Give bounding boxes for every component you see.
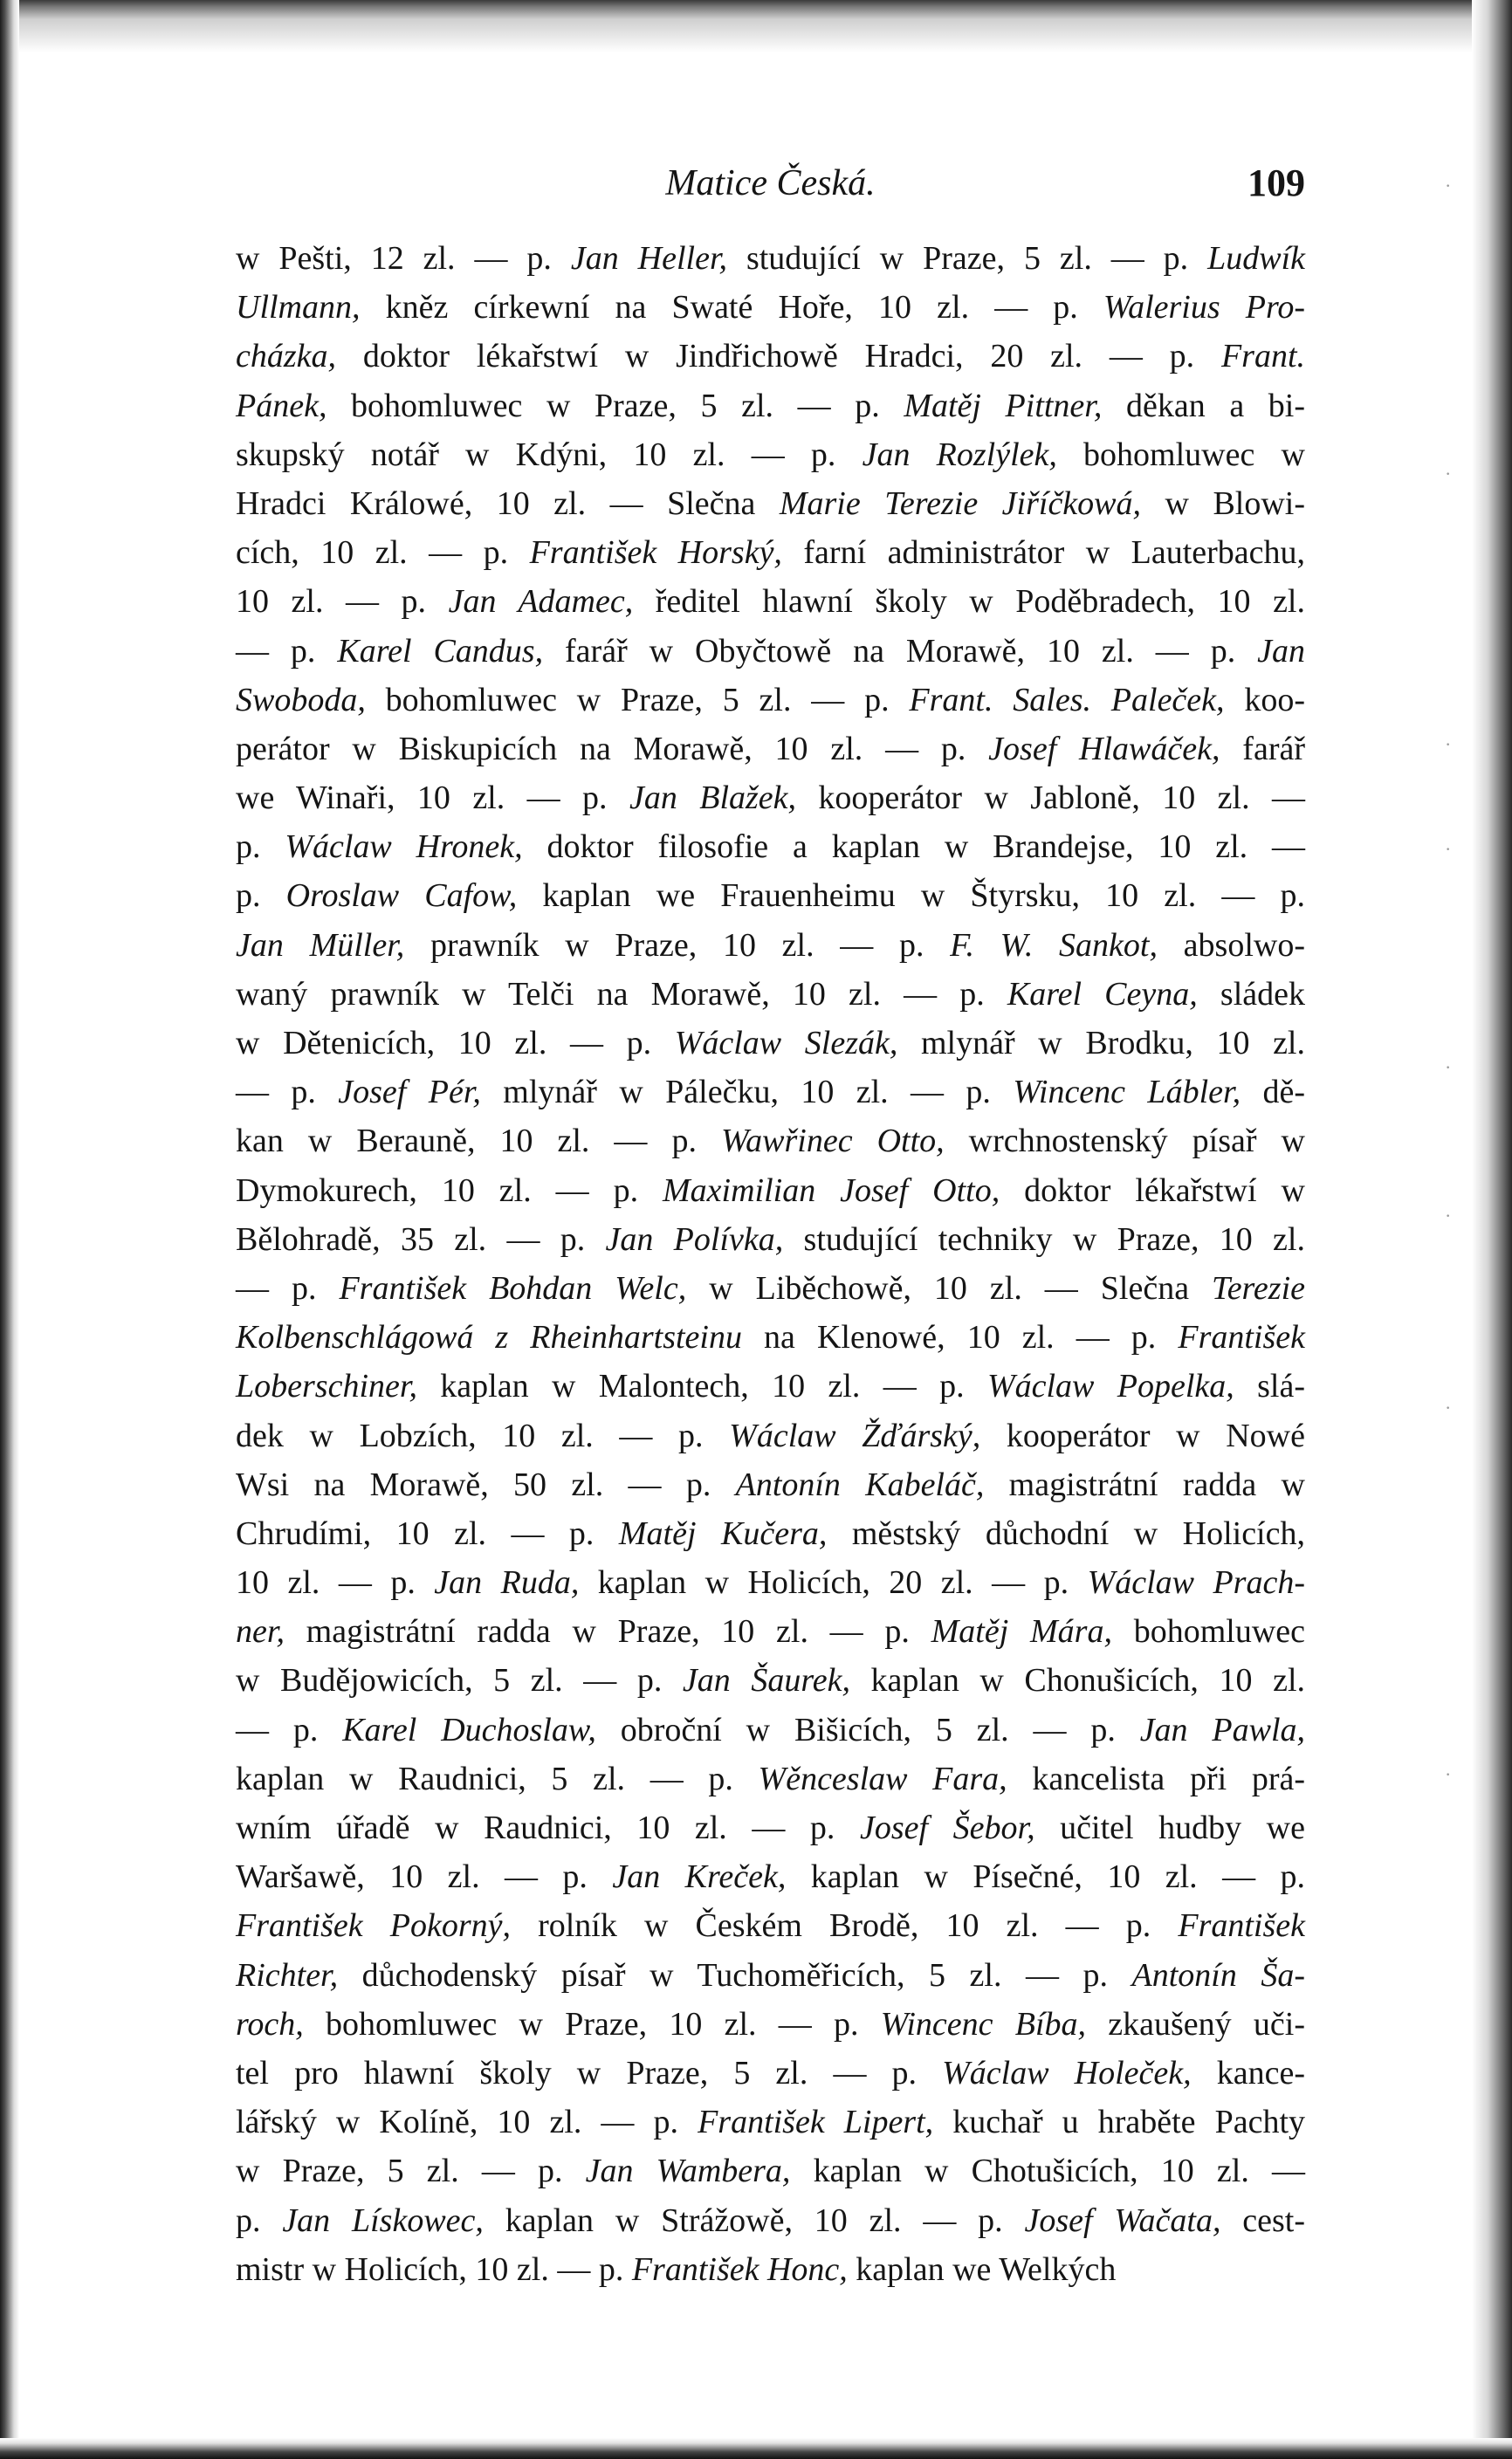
text-line	[236, 1558, 1305, 1607]
text-line	[236, 627, 1305, 676]
person-name: Wincenc Bíba,	[880, 2005, 1087, 2043]
person-name: Jan Šaurek,	[682, 1662, 850, 1700]
text-line	[236, 2245, 1305, 2294]
person-name: roch,	[236, 2005, 304, 2043]
text-run: skupský notář w Kdýni, 10 zl. — p.	[236, 436, 863, 473]
text-run: Dymokurech, 10 zl. — p.	[236, 1171, 663, 1209]
text-run: kaplan w Písečné, 10 zl. — p.	[786, 1858, 1306, 1896]
text-run: kaplan w Chonušicích, 10 zl.	[849, 1662, 1305, 1700]
text-line	[236, 1460, 1305, 1509]
person-name: Antonín Ša-	[1131, 1956, 1306, 1994]
text-run: Hradci Králowé, 10 zl. — Slečna	[236, 484, 780, 522]
text-run: 10 zl. — p.	[236, 583, 449, 621]
person-name: Karel Duchoslaw,	[342, 1711, 596, 1748]
person-name: Matěj Mára,	[931, 1613, 1112, 1651]
text-run: we Winaři, 10 zl. — p.	[236, 780, 629, 817]
person-name: Jan Müller,	[236, 926, 405, 964]
running-title: Matice Česká.	[665, 163, 876, 203]
text-run: farář	[1220, 730, 1305, 767]
person-name: cházka,	[236, 338, 337, 375]
text-run: ředitel hlawní školy w Poděbradech, 10 zl.	[633, 583, 1305, 621]
text-line	[236, 332, 1305, 381]
text-run: absolwo-	[1157, 926, 1305, 964]
text-run: kaplan w Chotušicích, 10 zl. —	[790, 2153, 1305, 2190]
text-line	[236, 2146, 1305, 2195]
text-line	[236, 970, 1305, 1019]
person-name: Karel Ceyna,	[1007, 975, 1198, 1013]
text-run: doktor filosofie a kaplan w Brandejse, 10 zl. —	[522, 828, 1305, 866]
person-name: Wáclaw Žďárský,	[729, 1417, 981, 1454]
text-run: cest-	[1220, 2201, 1305, 2239]
person-name: Wáclaw Popelka,	[986, 1368, 1234, 1405]
person-name: Pánek,	[236, 387, 327, 424]
person-name: Wawřinec Otto,	[720, 1123, 945, 1160]
text-line	[236, 1116, 1305, 1165]
text-run: dek w Lobzích, 10 zl. — p.	[236, 1417, 730, 1454]
text-line	[236, 430, 1305, 479]
person-name: František	[1178, 1907, 1305, 1945]
scan-edge-bottom	[0, 2438, 1512, 2459]
text-run: magistrátní radda w Praze, 10 zl. — p.	[284, 1613, 931, 1651]
text-line	[236, 283, 1305, 332]
person-name: Marie Terezie Jiříčkowá,	[779, 484, 1142, 522]
text-run: kooperátor w Nowé	[980, 1417, 1305, 1454]
text-line	[236, 1755, 1305, 1803]
text-line	[236, 1607, 1305, 1656]
text-run: kuchař u hraběte Pachty	[933, 2104, 1306, 2141]
person-name: Frant.	[1220, 338, 1305, 375]
person-name: Jan Lískowec,	[282, 2201, 484, 2239]
text-line	[236, 2098, 1305, 2146]
text-run: mlynář w Brodku, 10 zl.	[897, 1025, 1305, 1061]
person-name: Jan Ruda,	[434, 1564, 580, 1602]
person-name: František Honc,	[631, 2250, 848, 2288]
person-name: František Bohdan Welc,	[339, 1269, 687, 1307]
person-name: Ludwík	[1207, 240, 1306, 277]
person-name: Wáclaw Holeček,	[942, 2054, 1192, 2092]
person-name: Josef Pér,	[338, 1074, 481, 1111]
scan-edge-right	[1472, 0, 1512, 2459]
text-run: 10 zl. — p.	[236, 1564, 435, 1602]
text-run: bohomluwec	[1111, 1613, 1305, 1651]
text-run: kancelista při prá-	[1007, 1760, 1305, 1797]
person-name: Frant. Sales. Paleček,	[909, 681, 1225, 718]
text-run: magistrátní radda w	[984, 1466, 1305, 1503]
text-run: na Klenowé, 10 zl. — p.	[741, 1319, 1179, 1357]
page-number: 109	[1247, 161, 1305, 204]
person-name: Matěj Kučera,	[618, 1515, 828, 1552]
text-run: doktor lékařstwí w	[1000, 1171, 1305, 1209]
person-name: Wincenc Lábler,	[1013, 1074, 1241, 1111]
person-name: Walerius Pro-	[1103, 289, 1306, 326]
text-line	[236, 479, 1305, 528]
person-name: Richter,	[236, 1956, 339, 1994]
person-name: Jan Pawla,	[1139, 1711, 1306, 1748]
text-run: kooperátor w Jabloně, 10 zl. —	[796, 780, 1306, 817]
scan-edge-top	[0, 0, 1512, 52]
text-run: wrchnostenský písař w	[944, 1123, 1305, 1160]
person-name: Jan Rozlýlek,	[862, 436, 1057, 473]
text-line	[236, 1313, 1305, 1362]
text-run: p.	[236, 828, 285, 866]
text-line	[236, 1068, 1305, 1116]
text-run: zkaušený uči-	[1086, 2005, 1305, 2043]
text-run: městský důchodní w Holicích,	[827, 1515, 1305, 1552]
text-run: kaplan w Holicích, 20 zl. — p.	[579, 1564, 1088, 1602]
person-name: Loberschiner,	[236, 1368, 417, 1405]
person-name: František Pokorný,	[236, 1907, 511, 1945]
text-run: w Praze, 5 zl. — p.	[236, 2153, 586, 2190]
text-run: p.	[236, 877, 286, 915]
person-name: F. W. Sankot,	[950, 926, 1158, 964]
text-line	[236, 1019, 1305, 1068]
text-run: — p.	[236, 632, 338, 670]
text-line	[236, 676, 1305, 725]
text-run: perátor w Biskupicích na Morawě, 10 zl. — p.	[236, 730, 989, 767]
text-run: tel pro hlawní školy w Praze, 5 zl. — p.	[236, 2054, 943, 2092]
text-run: p.	[236, 2201, 283, 2239]
text-run: sládek	[1197, 975, 1305, 1013]
scan-edge-left	[0, 0, 19, 2459]
person-name: Jan Blažek,	[629, 780, 797, 817]
person-name: Wáclaw Slezák,	[674, 1025, 898, 1061]
margin-specks: · · · · · · · ·	[1445, 175, 1452, 1785]
text-line	[236, 1852, 1305, 1901]
text-line	[236, 921, 1305, 970]
text-line	[236, 2000, 1305, 2049]
person-name: Jan Wambera,	[585, 2153, 791, 2190]
person-name: Swoboda,	[236, 681, 366, 718]
text-line	[236, 1509, 1305, 1558]
person-name: Josef Hlawáček,	[988, 730, 1220, 767]
text-run: bohomluwec w Praze, 5 zl. — p.	[365, 681, 910, 718]
text-run: kaplan we Welkých	[847, 2250, 1117, 2288]
text-line	[236, 1803, 1305, 1852]
person-name: Josef Wačata,	[1024, 2201, 1221, 2239]
text-run: kan w Berauně, 10 zl. — p.	[236, 1123, 721, 1160]
text-line	[236, 725, 1305, 773]
person-name: František Horský,	[529, 534, 782, 572]
person-name: Jan Heller,	[570, 240, 728, 277]
person-name: Antonín Kabeláč,	[735, 1466, 985, 1503]
text-line	[236, 1166, 1305, 1215]
text-line	[236, 577, 1305, 626]
text-run: bohomluwec w	[1056, 436, 1305, 473]
text-run: — p.	[236, 1711, 343, 1748]
text-run: — p.	[236, 1269, 340, 1307]
text-line	[236, 1951, 1305, 2000]
text-run: farář w Obyčtowě na Morawě, 10 zl. — p.	[543, 632, 1258, 670]
text-line	[236, 822, 1305, 871]
text-line	[236, 528, 1305, 577]
text-run: kaplan we Frauenheimu w Štyrsku, 10 zl. — p.	[517, 877, 1305, 915]
text-run: kaplan w Strážowě, 10 zl. — p.	[483, 2201, 1025, 2239]
text-run: dě-	[1241, 1074, 1305, 1111]
text-run: mlynář w Pálečku, 10 zl. — p.	[480, 1074, 1014, 1111]
person-name: Kolbenschlágowá z Rheinhartsteinu	[236, 1319, 742, 1357]
text-run: w Blowi-	[1141, 484, 1306, 522]
person-name: František Lipert,	[698, 2104, 934, 2141]
page-header	[236, 157, 1305, 209]
text-run: studující techniky w Praze, 10 zl.	[783, 1220, 1305, 1258]
text-line	[236, 773, 1305, 822]
text-line	[236, 2196, 1305, 2245]
text-line	[236, 2049, 1305, 2098]
person-name: Josef Šebor,	[860, 1810, 1035, 1846]
text-run: kance-	[1191, 2054, 1305, 2092]
text-run: učitel hudby we	[1034, 1810, 1305, 1846]
text-run: rolník w Českém Brodě, 10 zl. — p.	[510, 1907, 1179, 1945]
text-run: Chrudími, 10 zl. — p.	[236, 1515, 619, 1552]
text-line	[236, 1656, 1305, 1705]
text-line	[236, 1215, 1305, 1264]
text-run: Bělohradě, 35 zl. — p.	[236, 1220, 606, 1258]
text-line	[236, 1706, 1305, 1755]
person-name: Jan	[1257, 632, 1306, 670]
text-run: w Dětenicích, 10 zl. — p.	[236, 1025, 675, 1061]
text-run: mistr w Holicích, 10 zl. — p.	[236, 2250, 632, 2288]
text-run: w Budějowicích, 5 zl. — p.	[236, 1662, 683, 1700]
text-run: obroční w Bišicích, 5 zl. — p.	[595, 1711, 1140, 1748]
text-run: lářský w Kolíně, 10 zl. — p.	[236, 2104, 698, 2141]
person-name: Matěj Pittner,	[904, 387, 1103, 424]
text-run: Wsi na Morawě, 50 zl. — p.	[236, 1466, 736, 1503]
text-line	[236, 1264, 1305, 1313]
person-name: Jan Polívka,	[605, 1220, 784, 1258]
person-name: Jan Kreček,	[612, 1858, 787, 1896]
text-run: důchodenský písař w Tuchoměřicích, 5 zl. — p.	[338, 1956, 1132, 1994]
text-run: w Liběchowě, 10 zl. — Slečna	[686, 1269, 1213, 1307]
text-line	[236, 234, 1305, 283]
text-run: wním úřadě w Raudnici, 10 zl. — p.	[236, 1810, 860, 1846]
text-run: waný prawník w Telči na Morawě, 10 zl. — p.	[236, 975, 1007, 1013]
person-name: ner,	[236, 1613, 285, 1651]
text-line	[236, 381, 1305, 430]
person-name: Terezie	[1212, 1269, 1306, 1307]
text-run: kaplan w Malontech, 10 zl. — p.	[416, 1368, 987, 1405]
person-name: Maximilian Josef Otto,	[663, 1171, 1000, 1209]
text-line	[236, 1901, 1305, 1950]
text-line	[236, 1362, 1305, 1411]
person-name: Wáclaw Hronek,	[285, 828, 523, 866]
body-text	[236, 234, 1305, 2294]
text-run: cích, 10 zl. — p.	[236, 534, 530, 572]
text-run: farní administrátor w Lauterbachu,	[781, 534, 1305, 572]
text-run: bohomluwec w Praze, 10 zl. — p.	[303, 2005, 881, 2043]
text-run: slá-	[1234, 1368, 1305, 1405]
text-run: koo-	[1224, 681, 1306, 718]
text-run: děkan a bi-	[1102, 387, 1306, 424]
text-line	[236, 871, 1305, 920]
text-run: Waršawě, 10 zl. — p.	[236, 1858, 613, 1896]
text-run: prawník w Praze, 10 zl. — p.	[404, 926, 951, 964]
person-name: Ullmann,	[236, 289, 361, 326]
text-run: kaplan w Raudnici, 5 zl. — p.	[236, 1760, 759, 1797]
person-name: Jan Adamec,	[448, 583, 634, 621]
person-name: František	[1178, 1319, 1305, 1357]
text-run: doktor lékařstwí w Jindřichowě Hradci, 20 zl. — p.	[336, 338, 1221, 375]
person-name: Karel Candus,	[337, 632, 544, 670]
text-line	[236, 1412, 1305, 1460]
person-name: Wáclaw Prach-	[1087, 1564, 1305, 1602]
text-run: studující w Praze, 5 zl. — p.	[727, 240, 1208, 277]
person-name: Wěnceslaw Fara,	[758, 1760, 1007, 1797]
text-run: — p.	[236, 1074, 339, 1111]
text-run: w Pešti, 12 zl. — p.	[236, 240, 571, 277]
person-name: Oroslaw Cafow,	[285, 877, 518, 915]
text-run: bohomluwec w Praze, 5 zl. — p.	[326, 387, 904, 424]
text-run: kněz církewní na Swaté Hoře, 10 zl. — p.	[360, 289, 1103, 326]
